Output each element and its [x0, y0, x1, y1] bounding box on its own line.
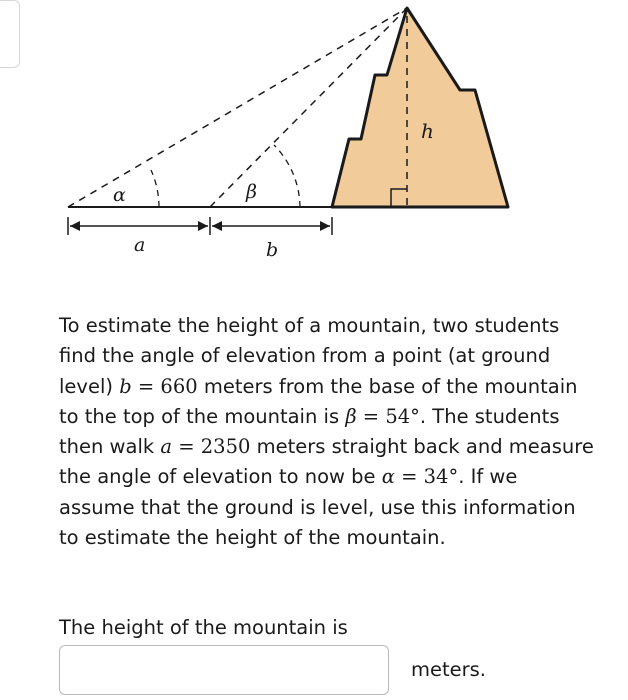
mountain-diagram: [0, 0, 628, 290]
dimension-b-label: b: [266, 239, 279, 261]
b-value: = 660: [131, 374, 198, 398]
a-variable: a: [160, 435, 173, 459]
mountain-shape: [332, 8, 508, 207]
beta-equation: [345, 405, 420, 428]
beta-arc: [274, 145, 300, 207]
beta-label: β: [246, 181, 257, 203]
beta-variable: β: [345, 404, 357, 428]
alpha-equation: [382, 465, 458, 488]
dimension-a-arrow-left: [70, 221, 80, 231]
alpha-value: = 34°: [394, 465, 459, 489]
a-value: = 2350: [172, 435, 251, 459]
answer-prompt: The height of the mountain is: [59, 616, 348, 639]
dimension-b-arrow-right: [320, 221, 330, 231]
problem-text-part: meters from the base of the mountain to the top of the mountain is: [59, 374, 578, 428]
alpha-variable: α: [381, 465, 395, 489]
beta-value: = 54°: [356, 404, 420, 428]
height-answer-input[interactable]: [59, 645, 389, 695]
problem-text: [59, 311, 599, 553]
alpha-arc: [151, 170, 159, 207]
dimension-a-arrow-right: [198, 221, 208, 231]
b-variable: b: [119, 374, 132, 398]
problem-text-part: meters straight back and measure the angle of elevation to now be: [59, 435, 594, 489]
height-label: h: [421, 119, 434, 143]
dimension-b-arrow-left: [212, 221, 222, 231]
problem-text-part: . If we assume that the ground is level, use this information to estimate the height of the mountain.: [59, 465, 576, 550]
a-equation: [160, 435, 250, 458]
dimension-a-label: a: [134, 234, 146, 256]
alpha-label: α: [113, 184, 126, 206]
b-equation: [119, 375, 197, 398]
units-label: meters.: [411, 658, 487, 681]
problem-text-part: To estimate the height of a mountain, two students find the angle of elevation from a point (at ground level): [59, 314, 560, 398]
problem-text-part: . The students then walk: [59, 404, 560, 459]
